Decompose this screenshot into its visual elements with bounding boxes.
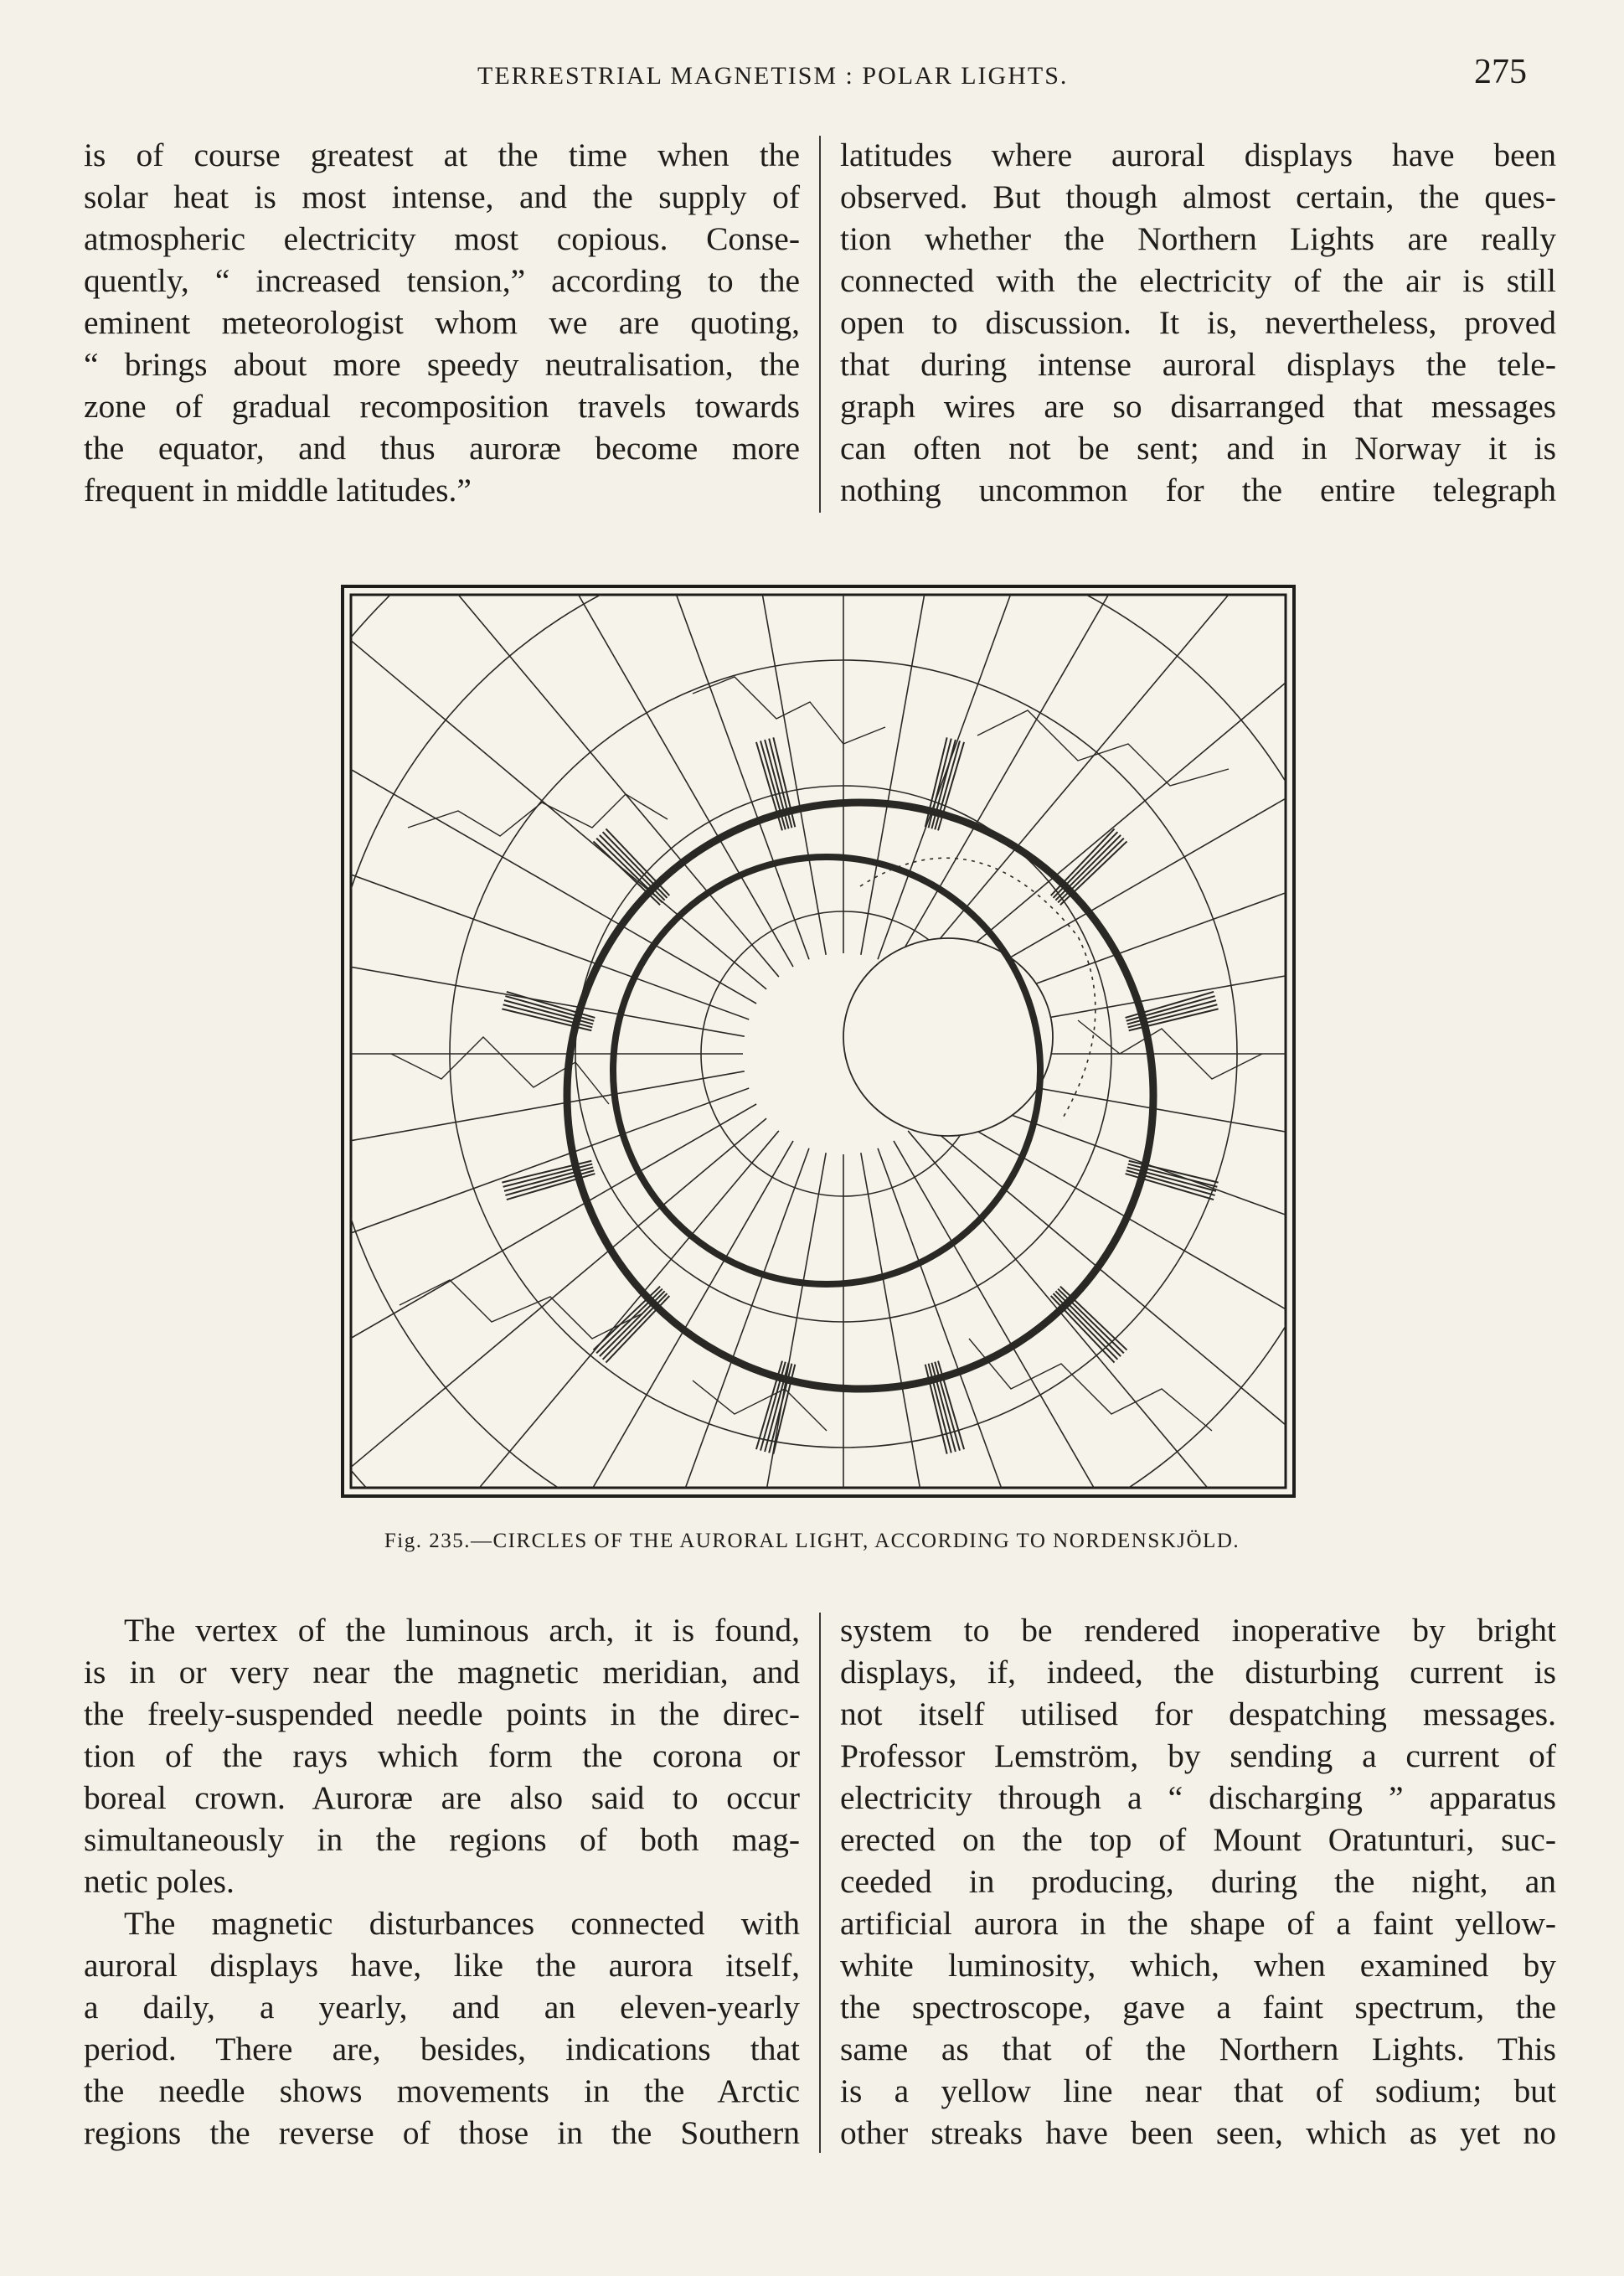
text-line: erected on the top of Mount Oratunturi, suc- xyxy=(840,1821,1556,1858)
text-line: other streaks have been seen, which as yet no xyxy=(840,2114,1556,2151)
text-line: open to discussion. It is, nevertheless, proved xyxy=(840,304,1556,341)
text-column-top-right xyxy=(840,134,1556,511)
text-line: zone of gradual recomposition travels towards xyxy=(84,388,800,425)
text-line: eminent meteorologist whom we are quoting, xyxy=(84,304,800,341)
text-line: regions the reverse of those in the Southern xyxy=(84,2114,800,2151)
text-line: is in or very near the magnetic meridian, and xyxy=(84,1654,800,1690)
text-line: is of course greatest at the time when the xyxy=(84,137,800,173)
page-header xyxy=(0,52,1624,102)
polar-map-illustration xyxy=(341,585,1296,1498)
text-line: electricity through a “ discharging ” apparatus xyxy=(840,1779,1556,1816)
text-line: tion whether the Northern Lights are really xyxy=(840,220,1556,257)
text-line: latitudes where auroral displays have been xyxy=(840,137,1556,173)
text-line: observed. But though almost certain, the ques- xyxy=(840,178,1556,215)
text-line: that during intense auroral displays the tele- xyxy=(840,346,1556,383)
running-head: TERRESTRIAL MAGNETISM : POLAR LIGHTS. xyxy=(477,62,1069,90)
figure-caption: Fig. 235.—CIRCLES OF THE AURORAL LIGHT, ACCORDING TO NORDENSKJÖLD. xyxy=(384,1530,1240,1552)
text-line: simultaneously in the regions of both mag- xyxy=(84,1821,800,1858)
text-line: displays, if, indeed, the disturbing current is xyxy=(840,1654,1556,1690)
text-line: Professor Lemström, by sending a current of xyxy=(840,1737,1556,1774)
text-line: can often not be sent; and in Norway it is xyxy=(840,430,1556,467)
text-line: auroral displays have, like the aurora itself, xyxy=(84,1947,800,1984)
text-line: system to be rendered inoperative by bright xyxy=(840,1612,1556,1649)
column-divider xyxy=(819,136,821,513)
text-line: quently, “ increased tension,” according to the xyxy=(84,262,800,299)
text-line: the equator, and thus auroræ become more xyxy=(84,430,800,467)
text-column-bottom-right xyxy=(840,1609,1556,2154)
text-line: white luminosity, which, when examined by xyxy=(840,1947,1556,1984)
column-divider xyxy=(819,1613,821,2153)
text-line: period. There are, besides, indications that xyxy=(84,2031,800,2067)
page-number: 275 xyxy=(1474,53,1527,91)
text-line: the freely-suspended needle points in the direc- xyxy=(84,1695,800,1732)
text-line: nothing uncommon for the entire telegraph xyxy=(840,472,1556,508)
text-line: frequent in middle latitudes.” xyxy=(84,472,472,508)
central-landmass xyxy=(843,938,1053,1136)
text-line: artificial aurora in the shape of a faint yellow- xyxy=(840,1905,1556,1942)
text-column-top-left xyxy=(84,134,800,511)
aurora-map-figure xyxy=(341,585,1296,1498)
text-line: boreal crown. Auroræ are also said to occur xyxy=(84,1779,800,1816)
text-line: netic poles. xyxy=(84,1863,235,1900)
text-line: connected with the electricity of the air is still xyxy=(840,262,1556,299)
text-line: The vertex of the luminous arch, it is found, xyxy=(124,1612,800,1649)
text-line: solar heat is most intense, and the supply of xyxy=(84,178,800,215)
text-line: The magnetic disturbances connected with xyxy=(124,1905,800,1942)
text-line: is a yellow line near that of sodium; but xyxy=(840,2072,1556,2109)
text-line: the spectroscope, gave a faint spectrum, the xyxy=(840,1989,1556,2026)
text-line: the needle shows movements in the Arctic xyxy=(84,2072,800,2109)
text-line: “ brings about more speedy neutralisation, the xyxy=(84,346,800,383)
text-line: ceeded in producing, during the night, an xyxy=(840,1863,1556,1900)
text-line: tion of the rays which form the corona or xyxy=(84,1737,800,1774)
text-line: not itself utilised for despatching messages. xyxy=(840,1695,1556,1732)
text-line: atmospheric electricity most copious. Conse- xyxy=(84,220,800,257)
text-line: graph wires are so disarranged that messages xyxy=(840,388,1556,425)
text-line: a daily, a yearly, and an eleven-yearly xyxy=(84,1989,800,2026)
text-column-bottom-left xyxy=(84,1609,800,2154)
text-line: same as that of the Northern Lights. This xyxy=(840,2031,1556,2067)
